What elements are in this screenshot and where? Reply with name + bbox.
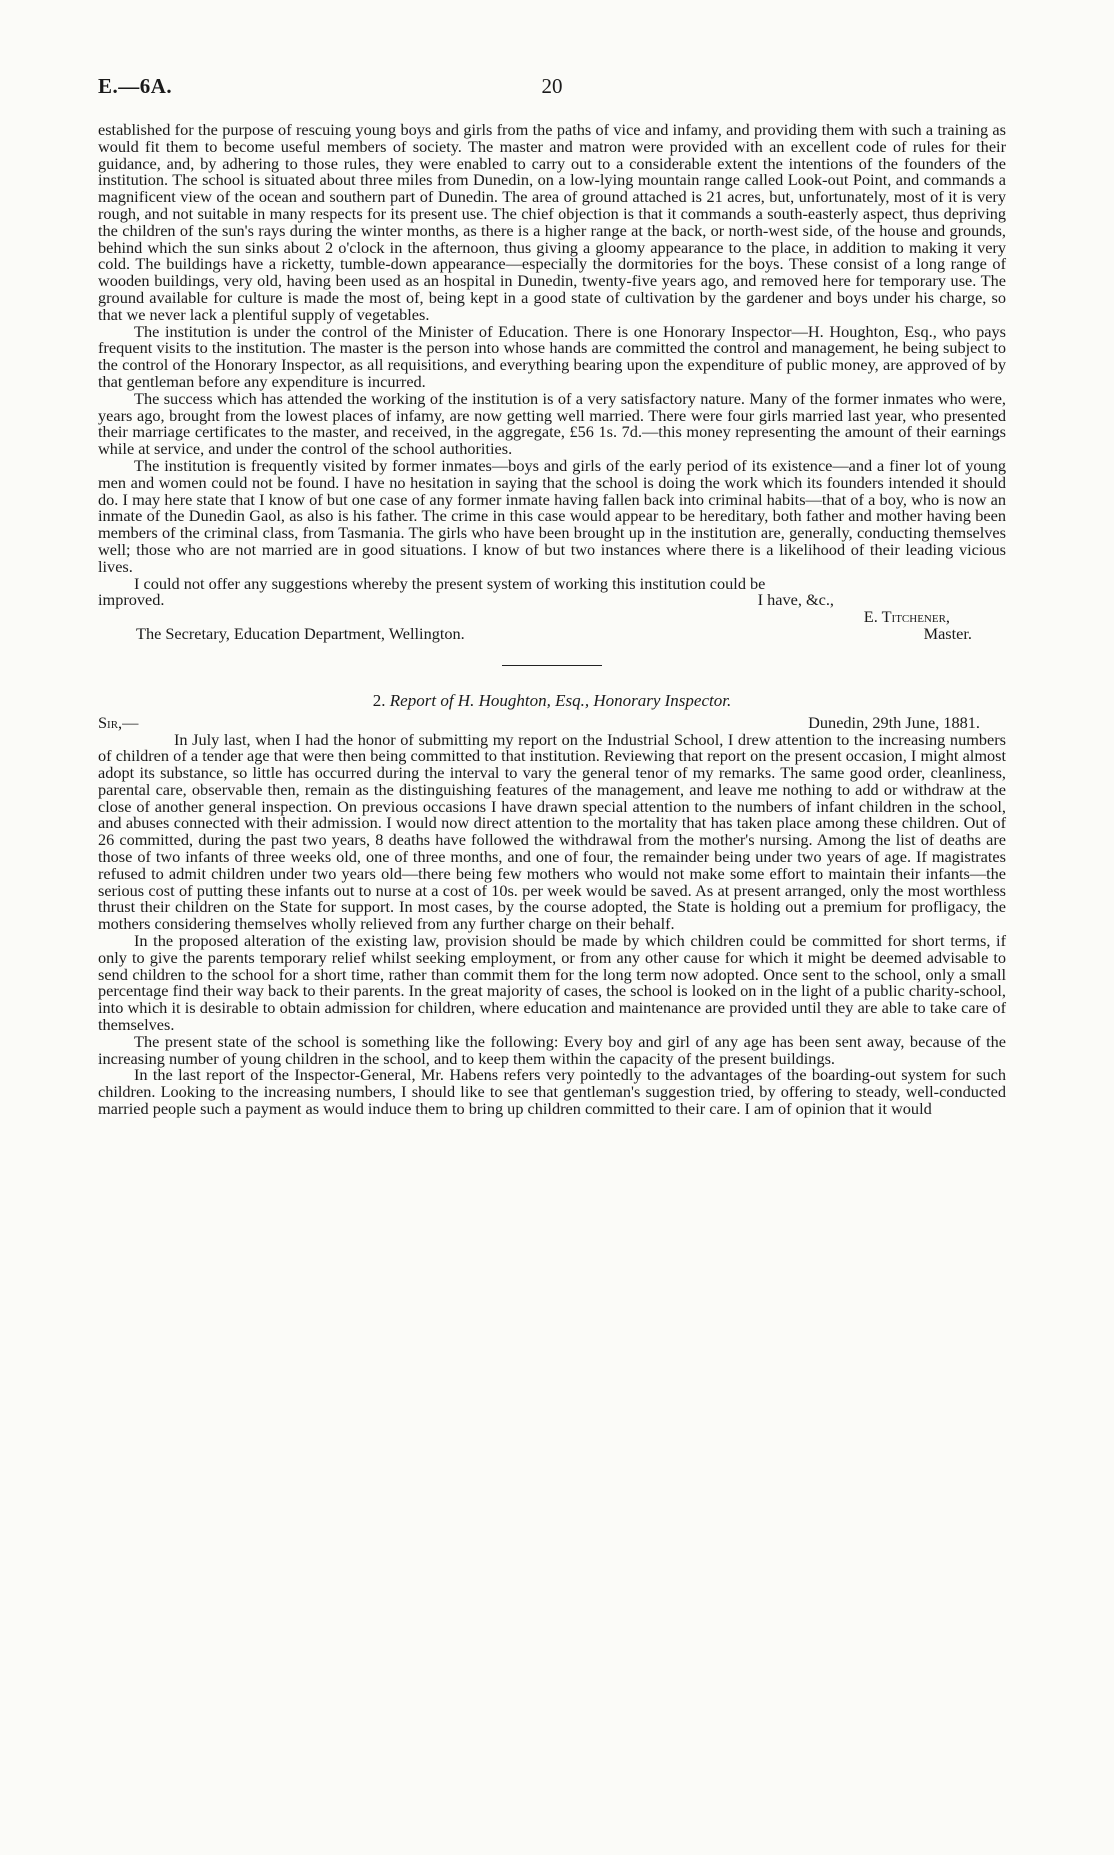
- salutation-row: [98, 712, 1006, 732]
- inspector-report: [98, 691, 1006, 1118]
- document-code: E.—6A.: [98, 74, 173, 98]
- salutation: Sir,—: [98, 712, 139, 732]
- paragraph: The institution is frequently visited by former inmates—boys and girls of the early period of its existence—and a finer lot of young men and women could not be found. I have no hesitation in saying that the school is doing the work which its founders intended it should do. I may here state that I know of but one case of any former inmate having fallen back into criminal habits—that of a boy, who is now an inmate of the Dunedin Gaol, as also is his father. The crime in this case would appear to be hereditary, both father and mother having been members of the criminal class, from Tasmania. The girls who have been brought up in the institution are, generally, conducting themselves well; those who are not married are in good situations. I know of but two instances where there is a likelihood of their leading vicious lives.: [98, 455, 1006, 576]
- addressee: The Secretary, Education Department, Wellington.: [136, 623, 465, 643]
- paragraph: The institution is under the control of the Minister of Education. There is one Honorary Inspector—H. Houghton, Esq., who pays frequent visits to the institution. The master is the person into whose hands are committed the control and management, he being subject to the control of the Honorary Inspector, as all requisitions, and everything bearing upon the expenditure of public money, are approved of by that gentleman before any expenditure is incurred.: [98, 321, 1006, 391]
- section-heading-number: 2.: [372, 690, 386, 710]
- paragraph: The success which has attended the working of the institution is of a very satisfactory nature. Many of the former inmates who were, years ago, brought from the lowest places of infamy, are now getting well married. There were four girls married last year, who presented their marriage certificates to the master, and received, in the aggregate, £56 1s. 7d.—this money representing the amount of their earnings while at service, and under the control of the school authorities.: [98, 388, 1006, 459]
- section-divider: [502, 665, 602, 666]
- section-heading-text: Report of H. Houghton, Esq., Honorary Inspector.: [389, 690, 732, 710]
- section-heading: [98, 691, 1006, 711]
- i-have: I have, &c.,: [757, 590, 834, 610]
- master-report: [98, 122, 1006, 643]
- paragraph: In July last, when I had the honor of submitting my report on the Industrial School, I drew attention to the increasing numbers of children of a tender age that were then being committed to that institution. Reviewing that report on the present occasion, I might almost adopt its substance, so little has occurred during the interval to vary the general tenor of my remarks. The same good order, cleanliness, parental care, observable then, remain as the distinguishing features of the management, and leave me nothing to add or withdraw at the close of another general inspection. On previous occasions I have drawn special attention to the numbers of infant children in the school, and abuses connected with their admission. I would now direct attention to the mortality that has taken place among these children. Out of 26 committed, during the past two years, 8 deaths have followed the withdrawal from the mother's nursing. Among the list of deaths are those of two infants of three weeks old, one of three months, and one of four, the remainder being under two years of age. If magistrates refused to admit children under two years old—there being few mothers who would not make some effort to maintain their infants—the serious cost of putting these infants out to nurse at a cost of 10s. per week would be saved. As at present arranged, only the most worthless thrust their children on the State for support. In most cases, by the course adopted, the State is holding out a premium for profligacy, the mothers considering themselves wholly relieved from any further charge on their behalf.: [98, 729, 1006, 934]
- paragraph: In the last report of the Inspector-General, Mr. Habens refers very pointedly to the advantages of the boarding-out system for such children. Looking to the increasing numbers, I should like to see that gentleman's suggestion tried, by offering to steady, well-conducted married people such a payment as would induce them to bring up children committed to their care. I am of opinion that it would: [98, 1065, 1006, 1119]
- paragraph: In the proposed alteration of the existing law, provision should be made by which children could be committed for short terms, if only to give the parents temporary relief whilst seeking employment, or from any other cause for which it might be deemed advisable to send children to the school for a short time, rather than commit them for the long term now adopted. Once sent to the school, only a small percentage find their way back to their parents. In the great majority of cases, the school is looked on in the light of a public charity-school, into which it is desirable to obtain admission for children, where education and maintenance are provided until they are able to take care of themselves.: [98, 931, 1006, 1035]
- paragraph: established for the purpose of rescuing young boys and girls from the paths of vice and infamy, and providing them with such a training as would fit them to become useful members of society. The master and matron were provided with an excellent code of rules for their guidance, and, by adhering to those rules, they were enabled to carry out to a considerable extent the intentions of the founders of the institution. The school is situated about three miles from Dunedin, on a low-lying mountain range called Look-out Point, and commands a magnificent view of the ocean and southern part of Dunedin. The area of ground attached is 21 acres, but, unfortunately, most of it is very rough, and not suitable in many respects for its present use. The chief objection is that it commands a south-easterly aspect, thus depriving the children of the sun's rays during the winter months, as there is a higher range at the back, or north-west side, of the house and grounds, behind which the sun sinks about 2 o'clock in the afternoon, thus giving a gloomy appearance to the place, in addition to making it very cold. The buildings have a ricketty, tumble-down appearance—especially the dormitories for the boys. These consist of a long range of wooden buildings, very old, having been used as an hospital in Dunedin, twenty-five years ago, and removed here for temporary use. The ground available for culture is made the most of, being kept in a good state of cultivation by the gardener and boys under his charge, so that we never lack a plentiful supply of vegetables.: [98, 120, 1006, 324]
- closing-paragraph-end: improved.: [98, 590, 165, 610]
- paragraph: The present state of the school is something like the following: Every boy and girl of any age has been sent away, because of the increasing number of young children in the school, and to keep them within the capacity of the present buildings.: [98, 1031, 1006, 1068]
- addressee-row: [98, 623, 1006, 643]
- page-number: 20: [541, 74, 563, 98]
- closing-paragraph-line: I could not offer any suggestions whereby the present system of working this institution could be: [134, 573, 766, 593]
- signature-name: E. Titchener,: [863, 607, 950, 627]
- signatory-title: Master.: [923, 623, 972, 643]
- place-date: Dunedin, 29th June, 1881.: [808, 712, 980, 732]
- page-header: [98, 74, 1006, 122]
